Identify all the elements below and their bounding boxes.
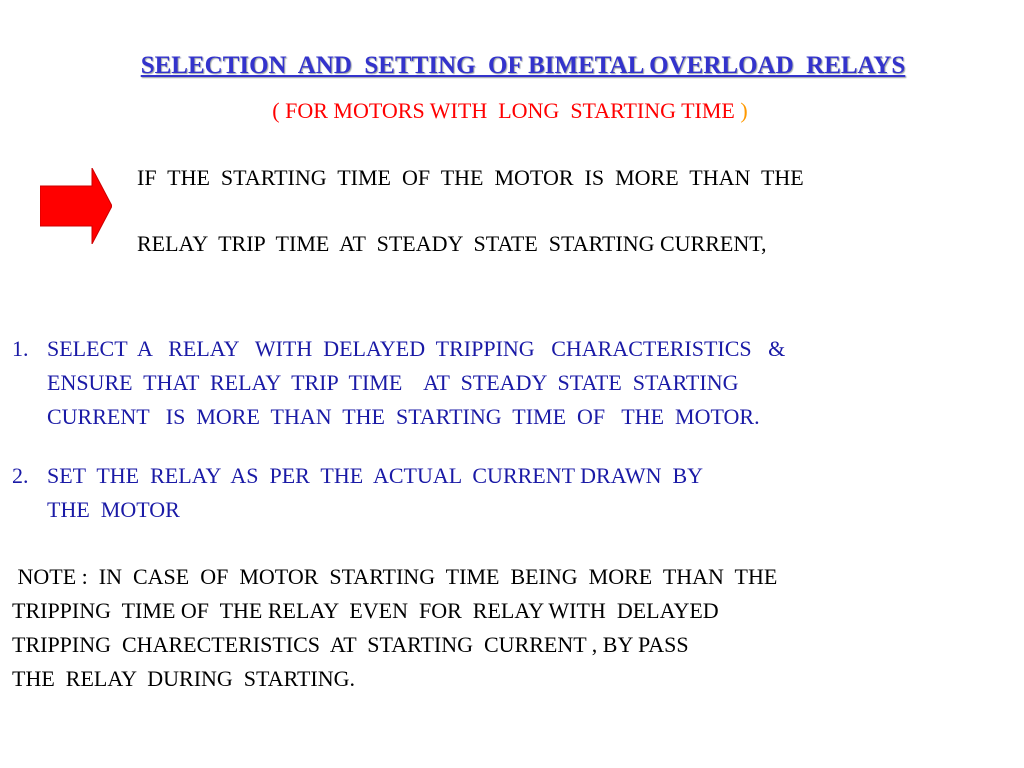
note-line: TRIPPING CHARECTERISTICS AT STARTING CURRENT , BY PASS — [12, 632, 689, 657]
condition-line-1: IF THE STARTING TIME OF THE MOTOR IS MORE THAN THE — [137, 165, 804, 190]
note-line: THE RELAY DURING STARTING. — [12, 666, 355, 691]
subtitle-text: ( FOR MOTORS WITH LONG STARTING TIME — [272, 98, 741, 123]
step-line: CURRENT IS MORE THAN THE STARTING TIME OF THE MOTOR. — [47, 404, 760, 429]
note-line: TRIPPING TIME OF THE RELAY EVEN FOR RELAY WITH DELAYED — [12, 598, 719, 623]
step-line: SET THE RELAY AS PER THE ACTUAL CURRENT DRAWN BY — [47, 463, 704, 488]
step-line: ENSURE THAT RELAY TRIP TIME AT STEADY STATE STARTING — [47, 370, 739, 395]
subtitle-closing-paren: ) — [740, 98, 748, 123]
step-line: SELECT A RELAY WITH DELAYED TRIPPING CHARACTERISTICS & — [47, 336, 786, 361]
right-arrow-icon — [40, 168, 112, 244]
step-line: THE MOTOR — [47, 497, 180, 522]
note-line: NOTE : IN CASE OF MOTOR STARTING TIME BEING MORE THAN THE — [12, 564, 778, 589]
step-number: 1. — [12, 336, 29, 361]
step-number: 2. — [12, 463, 29, 488]
step-1 — [12, 332, 1002, 434]
note — [12, 560, 1002, 696]
step-2 — [12, 459, 1002, 527]
slide-subtitle — [0, 98, 1020, 124]
slide-title: SELECTION AND SETTING OF BIMETAL OVERLOAD RELAYS — [140, 52, 906, 79]
condition-line-2: RELAY TRIP TIME AT STEADY STATE STARTING CURRENT, — [137, 231, 767, 256]
